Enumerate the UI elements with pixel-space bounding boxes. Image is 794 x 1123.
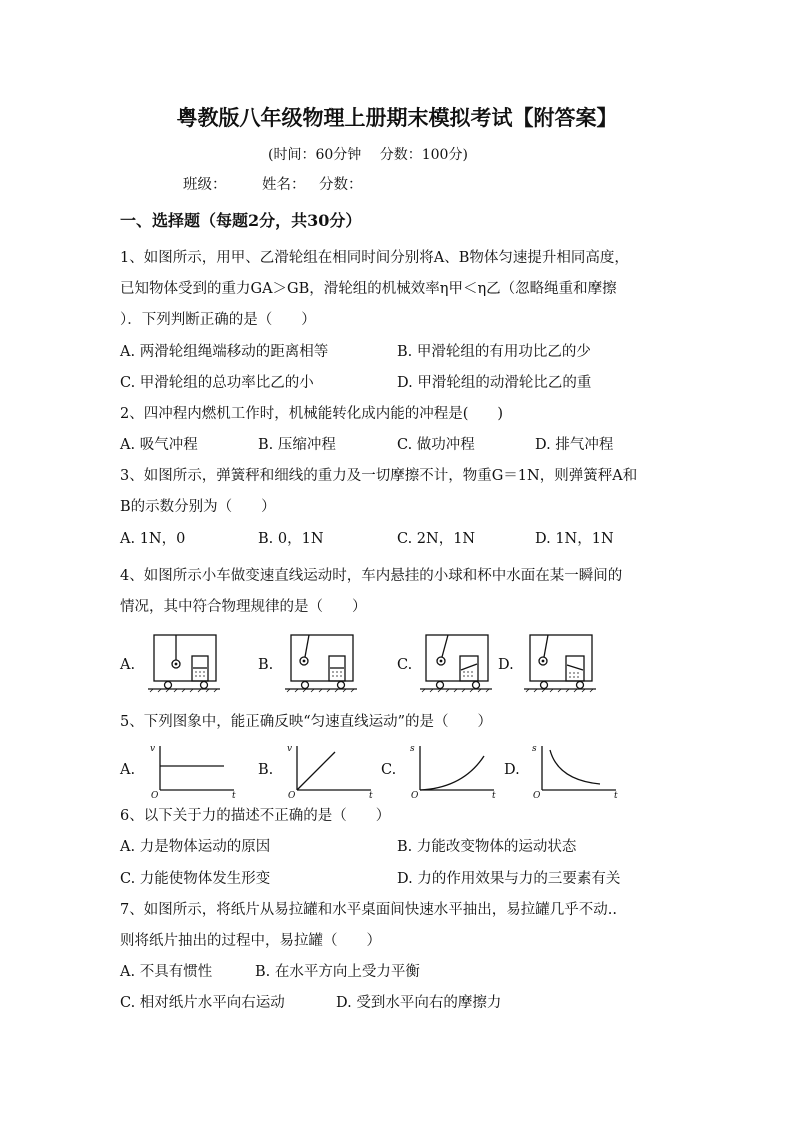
q3-option-c: C. 2N，1N xyxy=(397,531,476,547)
q5-d-origin-label: O xyxy=(533,791,541,801)
q2-option-b: B. 压缩冲程 xyxy=(258,437,336,453)
question-7-line-1: 7、如图所示，将纸片从易拉罐和水平桌面间快速水平抽出，易拉罐几乎不动.. xyxy=(120,902,617,918)
q2-option-a: A. 吸气冲程 xyxy=(120,437,198,453)
q4-option-d: D. xyxy=(498,657,514,673)
question-3-line-1: 3、如图所示，弹簧秤和细线的重力及一切摩擦不计，物重G＝1N，则弹簧秤A和 xyxy=(120,468,638,484)
q1-option-b: B. 甲滑轮组的有用功比乙的少 xyxy=(397,344,591,360)
q3-option-d: D. 1N，1N xyxy=(535,531,614,547)
q5-d-yaxis-label: s xyxy=(532,744,537,754)
page-title: 粤教版八年级物理上册期末模拟考试【附答案】 xyxy=(176,105,618,130)
q5-b-origin-label: O xyxy=(288,791,296,801)
q5-graph-c xyxy=(408,742,498,800)
q5-c-yaxis-label: s xyxy=(410,744,415,754)
q4-option-a: A. xyxy=(120,657,136,673)
q5-option-d: D. xyxy=(504,762,520,778)
q5-option-b: B. xyxy=(258,762,274,778)
q2-option-d: D. 排气冲程 xyxy=(535,437,614,453)
section-title: 一、选择题（每题2分，共30分） xyxy=(120,211,362,230)
q5-graph-a xyxy=(148,742,238,800)
question-1-line-2: 已知物体受到的重力GA＞GB，滑轮组的机械效率η甲＜η乙（忽略绳重和摩擦 xyxy=(120,281,617,297)
question-6-line-1: 6、以下关于力的描述不正确的是（ ） xyxy=(120,808,391,824)
q5-a-origin-label: O xyxy=(151,791,159,801)
q1-option-c: C. 甲滑轮组的总功率比乙的小 xyxy=(120,375,314,391)
field-class: 班级： xyxy=(183,177,227,193)
question-3-line-2: B的示数分别为（ ） xyxy=(120,499,276,515)
question-5-line-1: 5、下列图象中，能正确反映“匀速直线运动”的是（ ） xyxy=(120,714,493,730)
q1-option-d: D. 甲滑轮组的动滑轮比乙的重 xyxy=(397,375,592,391)
q5-d-xaxis-label: t xyxy=(614,791,618,801)
q6-option-a: A. 力是物体运动的原因 xyxy=(120,839,271,855)
q7-option-c: C. 相对纸片水平向右运动 xyxy=(120,995,285,1011)
q5-option-a: A. xyxy=(120,762,136,778)
question-1-line-3: ）．下列判断正确的是（ ） xyxy=(120,312,316,328)
q4-option-b: B. xyxy=(258,657,274,673)
q5-c-xaxis-label: t xyxy=(492,791,496,801)
q5-b-xaxis-label: t xyxy=(369,791,373,801)
q5-graph-b xyxy=(285,742,375,800)
field-name: 姓名： xyxy=(262,177,306,193)
question-1-line-1: 1、如图所示，用甲、乙滑轮组在相同时间分别将A、B物体匀速提升相同高度， xyxy=(120,250,629,266)
q2-option-c: C. 做功冲程 xyxy=(397,437,475,453)
q3-option-b: B. 0，1N xyxy=(258,531,324,547)
q1-option-a: A. 两滑轮组绳端移动的距离相等 xyxy=(120,344,329,360)
q6-option-d: D. 力的作用效果与力的三要素有关 xyxy=(397,871,621,887)
q4-figure-b xyxy=(285,632,357,692)
q4-figure-a xyxy=(148,632,220,692)
exam-info: (时间：60分钟 分数：100分) xyxy=(268,147,468,163)
q6-option-c: C. 力能使物体发生形变 xyxy=(120,871,271,887)
q7-option-b: B. 在水平方向上受力平衡 xyxy=(255,964,420,980)
q5-option-c: C. xyxy=(381,762,397,778)
q4-figure-d xyxy=(524,632,596,692)
q6-option-b: B. 力能改变物体的运动状态 xyxy=(397,839,577,855)
field-score: 分数： xyxy=(319,177,363,193)
q4-figure-c xyxy=(420,632,492,692)
question-4-line-1: 4、如图所示小车做变速直线运动时，车内悬挂的小球和杯中水面在某一瞬间的 xyxy=(120,568,623,584)
q5-b-yaxis-label: v xyxy=(287,744,293,754)
q4-option-c: C. xyxy=(397,657,413,673)
question-2-line-1: 2、四冲程内燃机工作时，机械能转化成内能的冲程是( ) xyxy=(120,406,504,422)
q7-option-a: A. 不具有惯性 xyxy=(120,964,213,980)
q7-option-d: D. 受到水平向右的摩擦力 xyxy=(336,995,502,1011)
q5-c-origin-label: O xyxy=(411,791,419,801)
question-7-line-2: 则将纸片抽出的过程中，易拉罐（ ） xyxy=(120,933,381,949)
q5-graph-d xyxy=(530,742,620,800)
q5-a-yaxis-label: v xyxy=(150,744,156,754)
q3-option-a: A. 1N，0 xyxy=(120,531,186,547)
q5-a-xaxis-label: t xyxy=(232,791,236,801)
question-4-line-2: 情况，其中符合物理规律的是（ ） xyxy=(120,599,367,615)
